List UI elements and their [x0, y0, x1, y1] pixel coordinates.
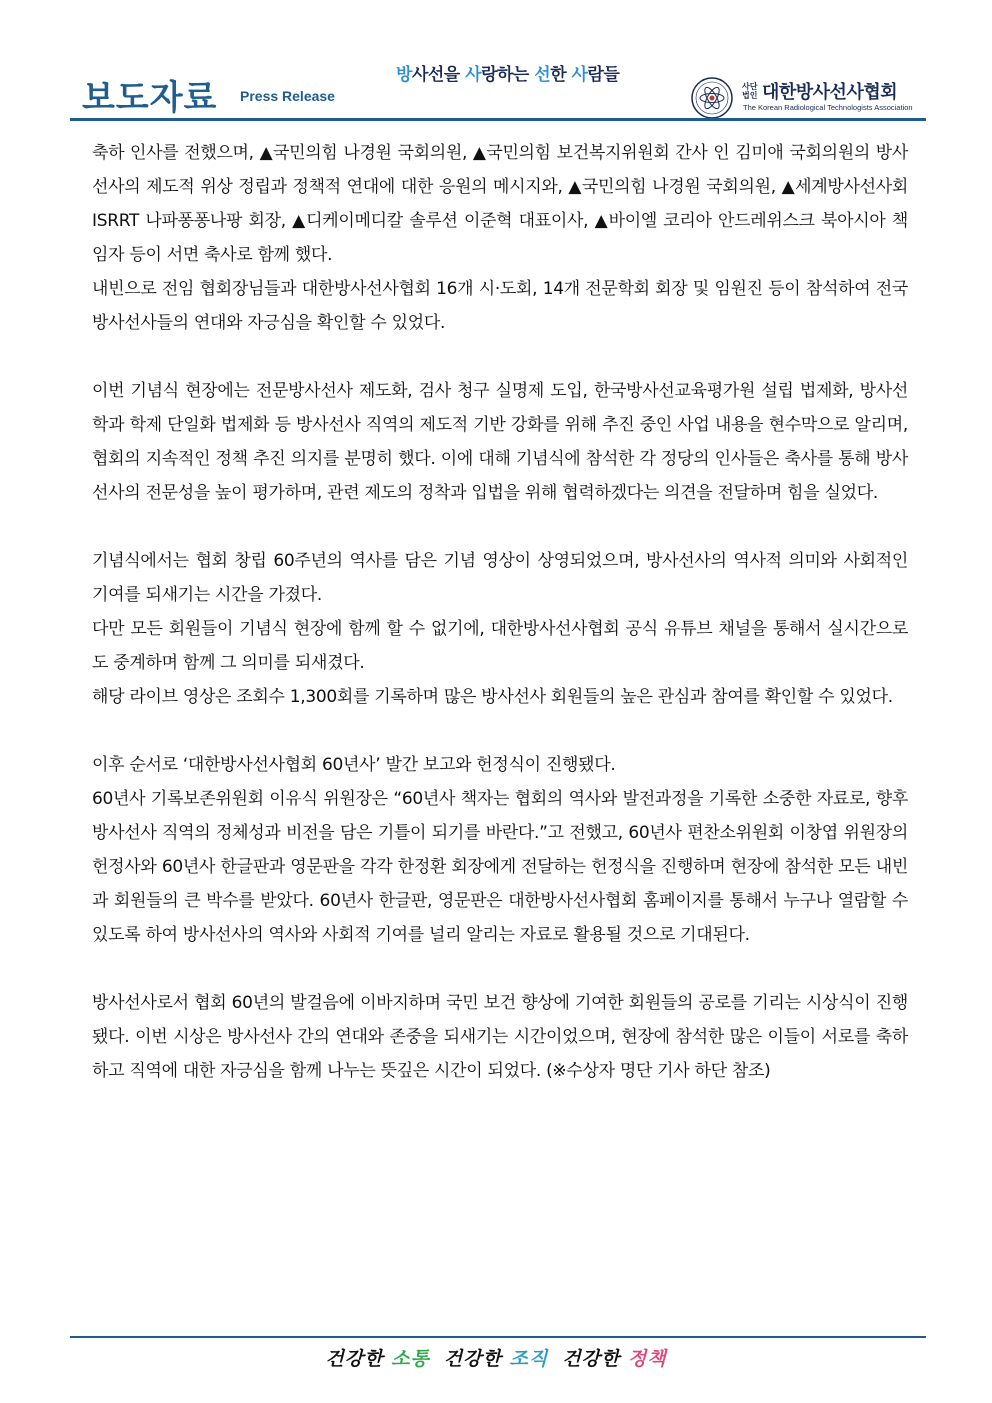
- footer-slogan: [0, 1344, 992, 1371]
- paragraph: 이번 기념식 현장에는 전문방사선사 제도화, 검사 청구 실명제 도입, 한국방사선교육평가원 설립 법제화, 방사선학과 학제 단일화 법제화 등 방사선사 직역의 제도적 기반 강화를 위해 추진 중인 사업 내용을 현수막으로 알리며, 협회의 지속적인 정책 추진 의지를 분명히 했다. 이에 대해 기념식에 참석한 각 정당의 인사들은 축사를 통해 방사선사의 전문성을 높이 평가하며, 관련 제도의 정착과 입법을 위해 협력하겠다는 의견을 전달하며 힘을 실었다.: [92, 381, 908, 503]
- article-body: [92, 136, 908, 1088]
- footer-part: 건강한: [443, 1348, 510, 1370]
- paragraph-gap: [92, 952, 908, 986]
- footer-part: 건강한: [325, 1348, 392, 1370]
- association-logo: [690, 76, 930, 120]
- slogan-part: 사: [571, 65, 588, 85]
- slogan: [396, 60, 619, 85]
- logo-name: 대한방사선사협회: [762, 82, 898, 103]
- slogan-part: 선: [534, 65, 551, 85]
- paragraph: 60년사 기록보존위원회 이유식 위원장은 “60년사 책자는 협회의 역사와 발전과정을 기록한 소중한 자료로, 향후 방사선사 직역의 정체성과 비전을 담은 기틀이 되기를 바란다.”고 전했고, 60년사 편찬소위원회 이창엽 위원장의 헌정사와 60년사 한글판과 영문판을 각각 한정환 회장에게 전달하는 헌정식을 진행하며 현장에 참석한 모든 내빈과 회원들의 큰 박수를 받았다. 60년사 한글판, 영문판은 대한방사선사협회 홈페이지를 통해서 누구나 열람할 수 있도록 하여 방사선사의 역사와 사회적 기여를 널리 알리는 자료로 활용될 것으로 기대된다.: [92, 789, 908, 945]
- slogan-part: 방: [396, 65, 412, 85]
- slogan-part: 사: [465, 65, 482, 85]
- logo-english-name: The Korean Radiological Technologists Association: [743, 103, 913, 112]
- page-header: [70, 50, 926, 120]
- atom-emblem-icon: [690, 76, 734, 120]
- press-release-title: 보도자료: [82, 78, 218, 118]
- logo-small-label: 사단 법인: [742, 82, 758, 100]
- footer-part: 정책: [627, 1348, 667, 1370]
- slogan-part: 랑하는: [481, 65, 535, 85]
- slogan-part: 람들: [587, 65, 620, 85]
- paragraph: 내빈으로 전임 협회장님들과 대한방사선사협회 16개 시·도회, 14개 전문학회 회장 및 임원진 등이 참석하여 전국 방사선사들의 연대와 자긍심을 확인할 수 있었다.: [92, 279, 908, 333]
- slogan-part: 사선을: [411, 65, 466, 85]
- footer-part: 건강한: [562, 1348, 628, 1370]
- paragraph: 이후 순서로 ‘대한방사선사협회 60년사’ 발간 보고와 헌정식이 진행됐다.: [92, 755, 616, 775]
- paragraph: 기념식에서는 협회 창립 60주년의 역사를 담은 기념 영상이 상영되었으며, 방사선사의 역사적 의미와 사회적인 기여를 되새기는 시간을 가졌다.: [92, 551, 908, 605]
- paragraph-gap: [92, 714, 908, 748]
- footer-divider: [70, 1336, 926, 1338]
- press-release-title-english: Press Release: [240, 88, 335, 104]
- paragraph: 해당 라이브 영상은 조회수 1,300회를 기록하며 많은 방사선사 회원들의 높은 관심과 참여를 확인할 수 있었다.: [92, 687, 893, 707]
- paragraph-gap: [92, 510, 908, 544]
- footer-part: 소통: [391, 1348, 430, 1370]
- paragraph: 방사선사로서 협회 60년의 발걸음에 이바지하며 국민 보건 향상에 기여한 회원들의 공로를 기리는 시상식이 진행됐다. 이번 시상은 방사선사 간의 연대와 존중을 되새기는 시간이었으며, 현장에 참석한 많은 이들이 서로를 축하하고 직역에 대한 자긍심을 함께 나누는 뜻깊은 시간이 되었다. (※수상자 명단 기사 하단 참조): [92, 993, 908, 1081]
- paragraph-gap: [92, 340, 908, 374]
- paragraph: 축하 인사를 전했으며, ▲국민의힘 나경원 국회의원, ▲국민의힘 보건복지위원회 간사 인 김미애 국회의원의 방사선사의 제도적 위상 정립과 정책적 연대에 대한 응원의 메시지와, ▲국민의힘 나경원 국회의원, ▲세계방사선사회 ISRRT 나파퐁퐁나팡 회장, ▲디케이메디칼 솔루션 이준혁 대표이사, ▲바이엘 코리아 안드레위스크 북아시아 책임자 등이 서면 축사로 함께 했다.: [92, 143, 908, 265]
- header-divider: [70, 118, 926, 121]
- slogan-part: 한: [550, 65, 572, 85]
- paragraph: 다만 모든 회원들이 기념식 현장에 함께 할 수 없기에, 대한방사선사협회 공식 유튜브 채널을 통해서 실시간으로도 중계하며 함께 그 의미를 되새겼다.: [92, 619, 908, 673]
- footer-part: 조직: [509, 1348, 549, 1370]
